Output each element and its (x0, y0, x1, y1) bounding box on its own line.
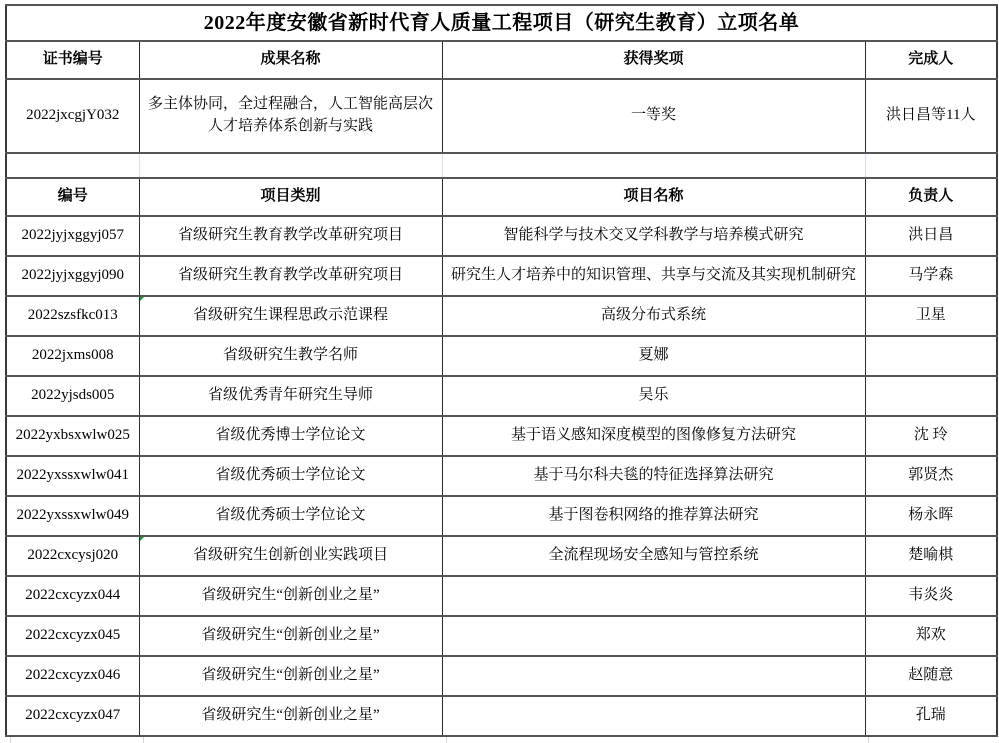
project-name-cell: 智能科学与技术交叉学科教学与培养模式研究 (442, 216, 865, 256)
project-name-cell: 吴乐 (442, 376, 865, 416)
person-cell: 赵随意 (865, 656, 997, 696)
project-approval-table (5, 4, 998, 737)
projects-column-header: 负责人 (865, 178, 997, 216)
awards-column-header: 证书编号 (6, 41, 139, 79)
category-cell: 省级研究生“创新创业之星” (139, 696, 442, 736)
achievement-name-cell: 多主体协同，全过程融合，人工智能高层次人才培养体系创新与实践 (139, 79, 442, 153)
project-code-cell: 2022yxssxwlw041 (6, 456, 139, 496)
projects-column-header: 项目名称 (442, 178, 865, 216)
spacer-cell (139, 153, 442, 178)
project-code-cell: 2022cxcyzx045 (6, 616, 139, 656)
project-name-cell (442, 656, 865, 696)
person-cell: 杨永晖 (865, 496, 997, 536)
category-cell: 省级优秀硕士学位论文 (139, 456, 442, 496)
project-name-cell: 研究生人才培养中的知识管理、共享与交流及其实现机制研究 (442, 256, 865, 296)
project-code-cell: 2022cxcyzx047 (6, 696, 139, 736)
person-cell: 郑欢 (865, 616, 997, 656)
category-cell: 省级研究生教育教学改革研究项目 (139, 256, 442, 296)
spacer-cell (865, 153, 997, 178)
category-cell: 省级研究生课程思政示范课程 (139, 296, 442, 336)
category-cell: 省级优秀青年研究生导师 (139, 376, 442, 416)
project-code-cell: 2022szsfkc013 (6, 296, 139, 336)
category-cell: 省级研究生教学名师 (139, 336, 442, 376)
error-indicator-icon (139, 296, 146, 302)
excel-gridlines (5, 737, 999, 743)
person-cell (865, 336, 997, 376)
project-name-cell: 高级分布式系统 (442, 296, 865, 336)
project-code-cell: 2022jyjxggyj090 (6, 256, 139, 296)
gridline (446, 737, 447, 743)
category-cell: 省级研究生“创新创业之星” (139, 656, 442, 696)
category-cell: 省级优秀博士学位论文 (139, 416, 442, 456)
category-cell: 省级优秀硕士学位论文 (139, 496, 442, 536)
awards-column-header: 完成人 (865, 41, 997, 79)
awards-column-header: 成果名称 (139, 41, 442, 79)
project-code-cell: 2022cxcyzx046 (6, 656, 139, 696)
person-cell: 洪日昌 (865, 216, 997, 256)
person-cell: 孔瑞 (865, 696, 997, 736)
spacer-cell (6, 153, 139, 178)
error-indicator-icon (139, 536, 146, 542)
projects-column-header: 编号 (6, 178, 139, 216)
person-cell: 卫星 (865, 296, 997, 336)
person-cell: 沈 玲 (865, 416, 997, 456)
award-cell: 一等奖 (442, 79, 865, 153)
project-name-cell (442, 576, 865, 616)
category-cell: 省级研究生“创新创业之星” (139, 576, 442, 616)
project-name-cell (442, 696, 865, 736)
gridline (10, 737, 11, 743)
page-title: 2022年度安徽省新时代育人质量工程项目（研究生教育）立项名单 (6, 5, 997, 41)
awards-column-header: 获得奖项 (442, 41, 865, 79)
category-cell: 省级研究生创新创业实践项目 (139, 536, 442, 576)
project-code-cell: 2022jyjxggyj057 (6, 216, 139, 256)
category-cell: 省级研究生“创新创业之星” (139, 616, 442, 656)
project-code-cell: 2022cxcysj020 (6, 536, 139, 576)
gridline (143, 737, 144, 743)
spacer-cell (442, 153, 865, 178)
category-cell: 省级研究生教育教学改革研究项目 (139, 216, 442, 256)
person-cell: 楚喻棋 (865, 536, 997, 576)
projects-column-header: 项目类别 (139, 178, 442, 216)
person-cell: 韦炎炎 (865, 576, 997, 616)
project-code-cell: 2022yxbsxwlw025 (6, 416, 139, 456)
project-code-cell: 2022yxssxwlw049 (6, 496, 139, 536)
project-code-cell: 2022yjsds005 (6, 376, 139, 416)
project-name-cell: 基于图卷积网络的推荐算法研究 (442, 496, 865, 536)
completers-cell: 洪日昌等11人 (865, 79, 997, 153)
project-name-cell: 全流程现场安全感知与管控系统 (442, 536, 865, 576)
person-cell: 马学森 (865, 256, 997, 296)
person-cell (865, 376, 997, 416)
project-code-cell: 2022cxcyzx044 (6, 576, 139, 616)
project-name-cell: 基于马尔科夫毯的特征选择算法研究 (442, 456, 865, 496)
project-name-cell (442, 616, 865, 656)
project-name-cell: 夏娜 (442, 336, 865, 376)
certificate-code-cell: 2022jxcgjY032 (6, 79, 139, 153)
person-cell: 郭贤杰 (865, 456, 997, 496)
gridline (868, 737, 869, 743)
project-name-cell: 基于语义感知深度模型的图像修复方法研究 (442, 416, 865, 456)
project-code-cell: 2022jxms008 (6, 336, 139, 376)
